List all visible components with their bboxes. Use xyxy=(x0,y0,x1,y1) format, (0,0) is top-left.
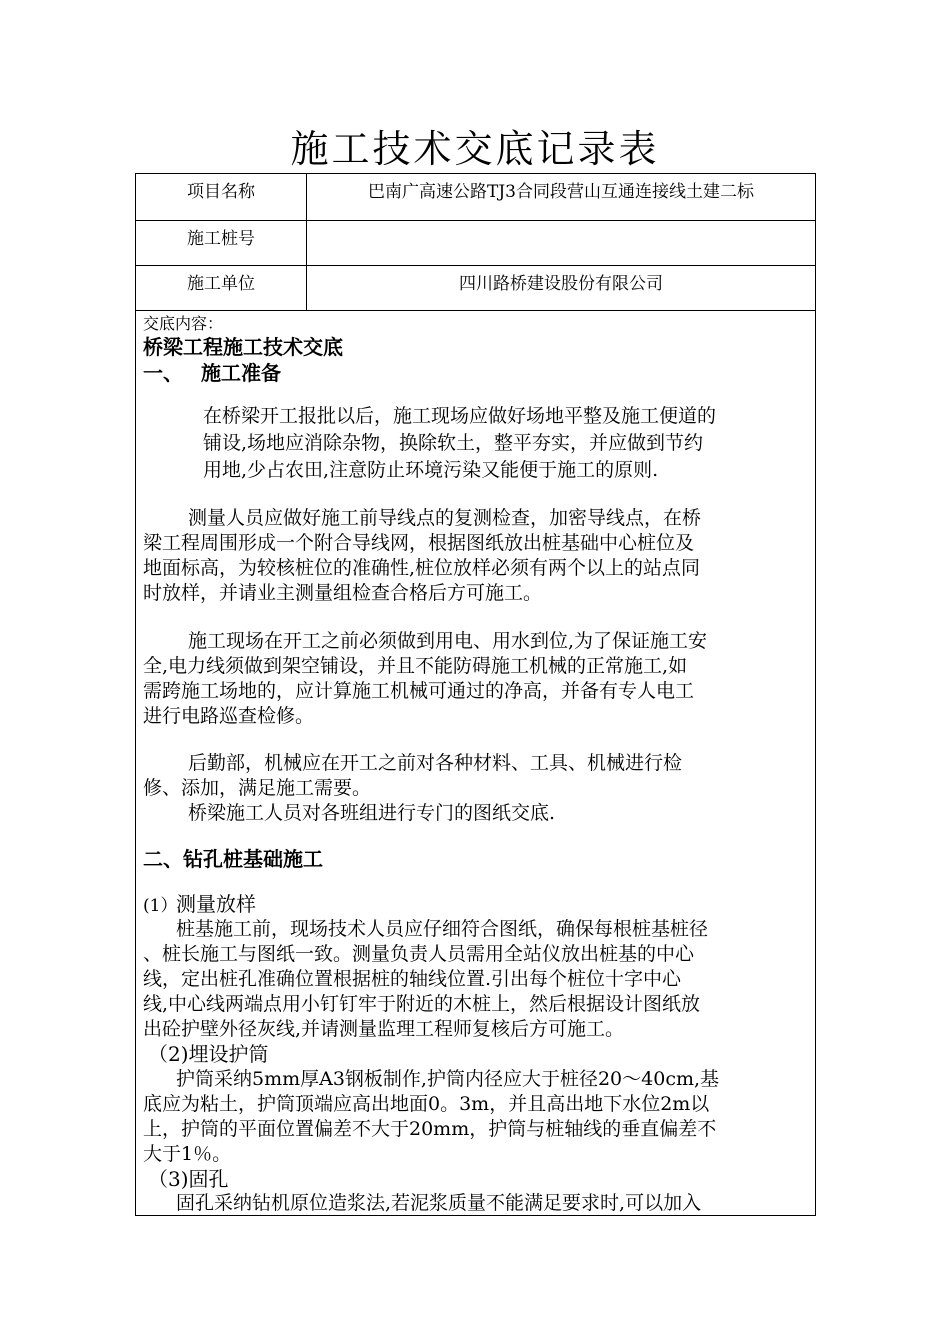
unit-row xyxy=(136,266,815,311)
para2-line: 时放样，并请业主测量组检查合格后方可施工。 xyxy=(143,582,543,604)
para2-line: 梁工程周围形成一个附合导线网，根据图纸放出桩基础中心桩位及 xyxy=(143,532,695,554)
para2-line: 地面标高，为较核桩位的准确性,桩位放样必须有两个以上的站点同 xyxy=(143,557,701,579)
pile-row xyxy=(136,221,815,266)
para6-line: 大于1％。 xyxy=(143,1143,232,1165)
para5-line: 线，定出桩孔准确位置根据桩的轴线位置.引出每个桩位十字中心 xyxy=(143,968,682,990)
sub1-number: (1） xyxy=(143,896,178,916)
sub1-title: 测量放样 xyxy=(176,892,256,916)
para1-line: 用地,少占农田,注意防止环境污染又能便于施工的原则. xyxy=(203,459,659,481)
para1-line: 铺设,场地应消除杂物，换除软土，整平夯实，并应做到节约 xyxy=(203,432,704,454)
para5-line: 线,中心线两端点用小钉钉牢于附近的木桩上，然后根据设计图纸放 xyxy=(143,993,701,1015)
project-label: 项目名称 xyxy=(136,174,307,220)
para7-line: 固孔采纳钻机原位造浆法,若泥浆质量不能满足要求时,可以加入 xyxy=(176,1192,702,1214)
project-row xyxy=(136,174,815,221)
para5-line: 桩基施工前，现场技术人员应仔细符合图纸，确保每根桩基桩径 xyxy=(176,918,709,940)
project-value: 巴南广高速公路TJ3合同段营山互通连接线土建二标 xyxy=(368,182,754,202)
intro-label: 交底内容： xyxy=(143,314,224,333)
para2-line: 测量人员应做好施工前导线点的复测检查，加密导线点，在桥 xyxy=(188,507,702,529)
para6-line: 底应为粘土，护筒顶端应高出地面0。3m，并且高出地下水位2m以 xyxy=(143,1093,710,1115)
para3-line: 施工现场在开工之前必须做到用电、用水到位,为了保证施工安 xyxy=(188,630,708,652)
section2-title: 二、钻孔桩基础施工 xyxy=(143,847,323,871)
unit-value: 四川路桥建设股份有限公司 xyxy=(459,274,663,294)
para1-line: 在桥梁开工报批以后，施工现场应做好场地平整及施工便道的 xyxy=(203,405,717,427)
page-title: 施工技术交底记录表 xyxy=(290,127,660,171)
para4-line: 后勤部，机械应在开工之前对各种材料、工具、机械进行检 xyxy=(188,752,683,774)
section1-title: 施工准备 xyxy=(201,361,281,385)
pile-value xyxy=(307,221,815,265)
para4-line: 桥梁施工人员对各班组进行专门的图纸交底. xyxy=(188,802,556,824)
sub2-title: （2)埋设护筒 xyxy=(148,1042,269,1066)
para6-line: 上，护筒的平面位置偏差不大于20mm，护筒与桩轴线的垂直偏差不 xyxy=(143,1118,717,1140)
para3-line: 全,电力线须做到架空铺设，并且不能防碍施工机械的正常施工,如 xyxy=(143,655,688,677)
section1-number: 一、 xyxy=(143,361,183,385)
para3-line: 需跨施工场地的，应计算施工机械可通过的净高，并备有专人电工 xyxy=(143,680,695,702)
record-table xyxy=(135,173,816,1216)
para5-line: 出砼护壁外径灰线,并请测量监理工程师复核后方可施工。 xyxy=(143,1018,625,1040)
unit-label: 施工单位 xyxy=(136,266,307,310)
para6-line: 护筒采纳5mm厚A3钢板制作,护筒内径应大于桩径20～40cm,基 xyxy=(176,1068,720,1090)
pile-label: 施工桩号 xyxy=(136,221,307,265)
para3-line: 进行电路巡查检修。 xyxy=(143,705,315,727)
para4-line: 修、添加，满足施工需要。 xyxy=(143,777,372,799)
sub3-title: （3)固孔 xyxy=(148,1167,229,1191)
content-heading: 桥梁工程施工技术交底 xyxy=(143,335,343,359)
disclosure-content xyxy=(136,312,815,1215)
para5-line: 、桩长施工与图纸一致。测量负责人员需用全站仪放出桩基的中心 xyxy=(143,943,695,965)
